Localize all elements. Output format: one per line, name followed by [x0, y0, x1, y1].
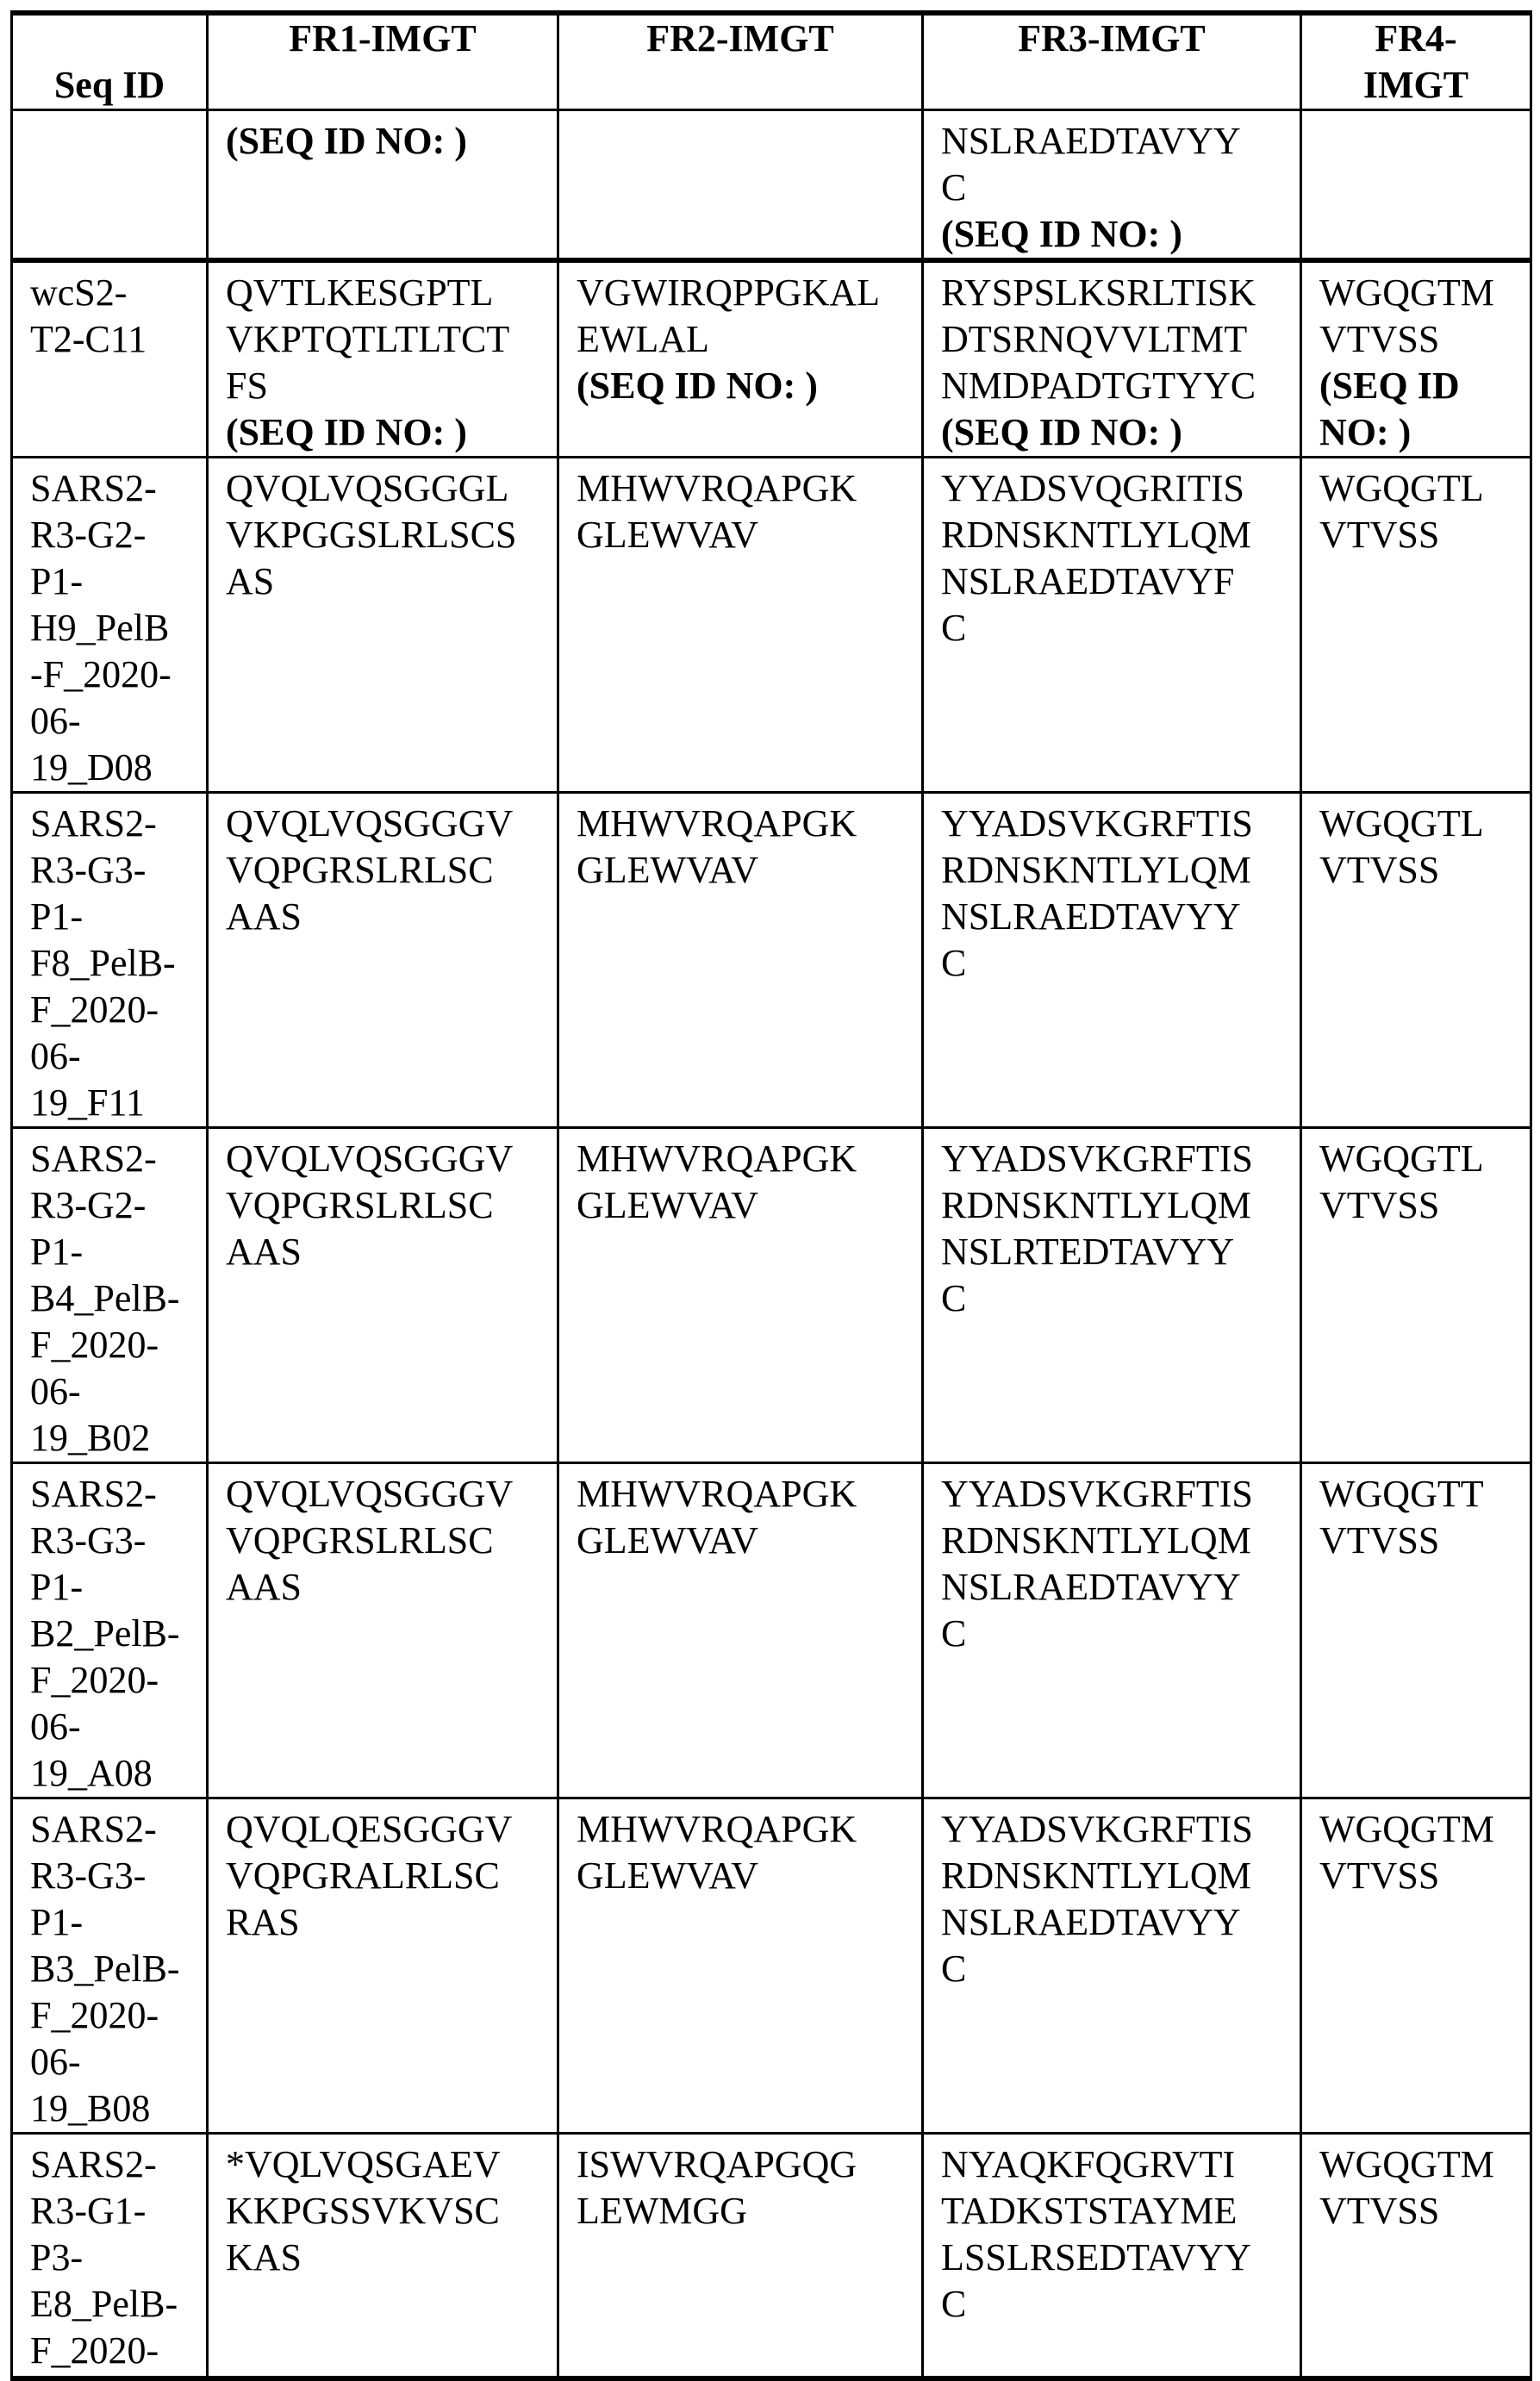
cell-line: C — [941, 605, 1300, 651]
cell-line: *VQLVQSGAEV — [226, 2141, 557, 2188]
cell-line: SARS2- — [30, 1806, 206, 1853]
cell-line: NSLRAEDTAVYY — [941, 1899, 1300, 1946]
cell-line: QVQLVQSGGGV — [226, 1136, 557, 1182]
cell-line: DTSRNQVVLTMT — [941, 316, 1300, 363]
cell-line: VTVSS — [1319, 847, 1530, 894]
cell-line: B3_PelB- — [30, 1946, 206, 1992]
cell-line: 06- — [30, 2039, 206, 2085]
cell-line: WGQGTL — [1319, 1136, 1530, 1182]
cell-fr2 — [558, 1463, 923, 1798]
cell-fr1 — [208, 1463, 558, 1798]
cell-line: WGQGTM — [1319, 2141, 1530, 2188]
cell-fr4 — [1301, 2134, 1531, 2379]
cell-line: VQPGRSLRLSC — [226, 847, 557, 894]
cell-seq-id — [12, 1463, 208, 1798]
cell-line: WGQGTL — [1319, 465, 1530, 512]
cell-line: ISWVRQAPGQG — [577, 2141, 921, 2188]
cell-line: C — [941, 1275, 1300, 1322]
cell-fr4 — [1301, 1463, 1531, 1798]
cell-line: MHWVRQAPGK — [577, 1806, 921, 1853]
cell-line: YYADSVKGRFTIS — [941, 1471, 1300, 1518]
seq-id-no-label: (SEQ ID NO: ) — [577, 363, 921, 409]
cell-line: MHWVRQAPGK — [577, 1471, 921, 1518]
cell-line: C — [941, 2281, 1300, 2328]
cell-seq-id — [12, 110, 208, 261]
cell-fr1 — [208, 2134, 558, 2379]
cell-line: 19_F11 — [30, 1080, 206, 1126]
cell-fr2 — [558, 458, 923, 793]
cell-line: MHWVRQAPGK — [577, 1136, 921, 1182]
cell-line: F_2020- — [30, 987, 206, 1033]
cell-line: RDNSKNTLYLQM — [941, 512, 1300, 558]
header-row — [12, 13, 1531, 110]
cell-line: NSLRAEDTAVYY — [941, 894, 1300, 940]
cell-line: WGQGTM — [1319, 1806, 1530, 1853]
cell-line: 19_D08 — [30, 745, 206, 791]
cell-line: R3-G1- — [30, 2188, 206, 2235]
cell-fr4 — [1301, 458, 1531, 793]
cell-line: GLEWVAV — [577, 1182, 921, 1229]
cell-fr1 — [208, 1798, 558, 2134]
header-label: FR1-IMGT — [209, 16, 557, 62]
cell-line: YYADSVKGRFTIS — [941, 1806, 1300, 1853]
header-label: FR2-IMGT — [559, 16, 921, 62]
cell-line: 06- — [30, 698, 206, 745]
table-row — [12, 2134, 1531, 2379]
cell-line: AS — [226, 558, 557, 605]
seq-id-no-label: NO: ) — [1319, 409, 1530, 456]
cell-line: GLEWVAV — [577, 1853, 921, 1899]
cell-line: VTVSS — [1319, 512, 1530, 558]
cell-line: VQPGRALRLSC — [226, 1853, 557, 1899]
cell-line: RDNSKNTLYLQM — [941, 1182, 1300, 1229]
cell-line: C — [941, 1611, 1300, 1657]
cell-line: RAS — [226, 1899, 557, 1946]
cell-line: QVTLKESGPTL — [226, 270, 557, 316]
cell-line: SARS2- — [30, 1471, 206, 1518]
table-row — [12, 1798, 1531, 2134]
cell-line: VKPGGSLRLSCS — [226, 512, 557, 558]
header-label: FR3-IMGT — [924, 16, 1300, 62]
cell-line: AAS — [226, 1229, 557, 1275]
cell-line: NSLRTEDTAVYY — [941, 1229, 1300, 1275]
cell-fr1 — [208, 1128, 558, 1463]
cell-line: -F_2020- — [30, 651, 206, 698]
cell-line: WGQGTT — [1319, 1471, 1530, 1518]
cell-line: VTVSS — [1319, 2188, 1530, 2235]
cell-fr4 — [1301, 1128, 1531, 1463]
cell-line: 19_A08 — [30, 1750, 206, 1797]
cell-line: KKPGSSVKVSC — [226, 2188, 557, 2235]
header-fr1 — [208, 13, 558, 110]
cell-line: VTVSS — [1319, 316, 1530, 363]
cell-line: RDNSKNTLYLQM — [941, 847, 1300, 894]
cell-line: B2_PelB- — [30, 1611, 206, 1657]
cell-line: E8_PelB- — [30, 2281, 206, 2328]
cell-line: AAS — [226, 894, 557, 940]
seq-id-no-label: (SEQ ID NO: ) — [941, 211, 1300, 258]
cell-line: QVQLQESGGGV — [226, 1806, 557, 1853]
cell-fr2 — [558, 110, 923, 261]
header-fr3 — [923, 13, 1301, 110]
cell-fr4 — [1301, 110, 1531, 261]
cell-seq-id — [12, 793, 208, 1128]
cell-line: RDNSKNTLYLQM — [941, 1518, 1300, 1564]
cell-line: YYADSVKGRFTIS — [941, 801, 1300, 847]
cell-line: VGWIRQPPGKAL — [577, 270, 921, 316]
seq-id-no-label: (SEQ ID NO: ) — [941, 409, 1300, 456]
cell-fr3 — [923, 1128, 1301, 1463]
table-body — [12, 110, 1531, 2379]
seq-id-no-label: (SEQ ID NO: ) — [226, 118, 557, 165]
cell-line: C — [941, 1946, 1300, 1992]
header-fr4 — [1301, 13, 1531, 110]
table-row — [12, 260, 1531, 458]
cell-line: SARS2- — [30, 465, 206, 512]
cell-line: GLEWVAV — [577, 847, 921, 894]
cell-line: MHWVRQAPGK — [577, 465, 921, 512]
seq-id-no-label: (SEQ ID NO: ) — [226, 409, 557, 456]
cell-seq-id — [12, 260, 208, 458]
cell-line: VTVSS — [1319, 1182, 1530, 1229]
cell-line: SARS2- — [30, 2141, 206, 2188]
cell-fr2 — [558, 793, 923, 1128]
cell-line: QVQLVQSGGGV — [226, 801, 557, 847]
cell-line: VTVSS — [1319, 1518, 1530, 1564]
cell-line: F_2020- — [30, 2328, 206, 2374]
cell-line: YYADSVQGRITIS — [941, 465, 1300, 512]
cell-line: C — [941, 165, 1300, 211]
table-row — [12, 1463, 1531, 1798]
sequence-table — [10, 10, 1532, 2381]
cell-fr3 — [923, 458, 1301, 793]
cell-line: VQPGRSLRLSC — [226, 1182, 557, 1229]
cell-line: QVQLVQSGGGV — [226, 1471, 557, 1518]
cell-line: P1- — [30, 558, 206, 605]
cell-fr3 — [923, 793, 1301, 1128]
cell-fr4 — [1301, 1798, 1531, 2134]
cell-fr2 — [558, 1128, 923, 1463]
cell-line: AAS — [226, 1564, 557, 1611]
cell-line: NSLRAEDTAVYY — [941, 118, 1300, 165]
cell-line: LSSLRSEDTAVYY — [941, 2235, 1300, 2281]
cell-line: P1- — [30, 1229, 206, 1275]
header-label: IMGT — [1302, 62, 1530, 109]
cell-line: TADKSTSTAYME — [941, 2188, 1300, 2235]
cell-line: NYAQKFQGRVTI — [941, 2141, 1300, 2188]
cell-line: NMDPADTGTYYC — [941, 363, 1300, 409]
cell-line: RYSPSLKSRLTISK — [941, 270, 1300, 316]
cell-line: GLEWVAV — [577, 1518, 921, 1564]
cell-line: P3- — [30, 2235, 206, 2281]
cell-line: R3-G3- — [30, 1518, 206, 1564]
table-row — [12, 110, 1531, 261]
cell-line: 06- — [30, 1368, 206, 1415]
table-row — [12, 793, 1531, 1128]
cell-fr3 — [923, 260, 1301, 458]
cell-line: RDNSKNTLYLQM — [941, 1853, 1300, 1899]
cell-line: VKPTQTLTLTCT — [226, 316, 557, 363]
cell-line: F8_PelB- — [30, 940, 206, 987]
cell-line: KAS — [226, 2235, 557, 2281]
table-row — [12, 458, 1531, 793]
cell-line: VTVSS — [1319, 1853, 1530, 1899]
cell-fr3 — [923, 2134, 1301, 2379]
cell-line: P1- — [30, 1899, 206, 1946]
cell-line: SARS2- — [30, 1136, 206, 1182]
cell-line: C — [941, 940, 1300, 987]
table-row — [12, 1128, 1531, 1463]
cell-line: FS — [226, 363, 557, 409]
cell-line: R3-G3- — [30, 847, 206, 894]
cell-fr1 — [208, 458, 558, 793]
cell-line: F_2020- — [30, 1992, 206, 2039]
cell-line: H9_PelB — [30, 605, 206, 651]
cell-fr2 — [558, 1798, 923, 2134]
header-label: Seq ID — [13, 62, 206, 109]
header-seq-id — [12, 13, 208, 110]
cell-fr1 — [208, 260, 558, 458]
cell-fr3 — [923, 1798, 1301, 2134]
cell-line: EWLAL — [577, 316, 921, 363]
cell-fr2 — [558, 260, 923, 458]
cell-seq-id — [12, 458, 208, 793]
cell-seq-id — [12, 2134, 208, 2379]
header-fr2 — [558, 13, 923, 110]
cell-line: P1- — [30, 894, 206, 940]
cell-line: 06- — [30, 1704, 206, 1750]
cell-line: NSLRAEDTAVYY — [941, 1564, 1300, 1611]
cell-line: SARS2- — [30, 801, 206, 847]
cell-fr3 — [923, 1463, 1301, 1798]
header-label: FR4- — [1302, 16, 1530, 62]
cell-line: WGQGTL — [1319, 801, 1530, 847]
cell-line: QVQLVQSGGGL — [226, 465, 557, 512]
cell-line: T2-C11 — [30, 316, 206, 363]
cell-line: F_2020- — [30, 1657, 206, 1704]
cell-line: 19_B08 — [30, 2085, 206, 2132]
cell-fr1 — [208, 793, 558, 1128]
cell-fr4 — [1301, 260, 1531, 458]
cell-line: R3-G2- — [30, 1182, 206, 1229]
seq-id-no-label: (SEQ ID — [1319, 363, 1530, 409]
cell-line: YYADSVKGRFTIS — [941, 1136, 1300, 1182]
cell-line: WGQGTM — [1319, 270, 1530, 316]
cell-line: wcS2- — [30, 270, 206, 316]
cell-line: LEWMGG — [577, 2188, 921, 2235]
cell-line: R3-G2- — [30, 512, 206, 558]
cell-line: B4_PelB- — [30, 1275, 206, 1322]
cell-line: 19_B02 — [30, 1415, 206, 1462]
cell-seq-id — [12, 1798, 208, 2134]
cell-line: R3-G3- — [30, 1853, 206, 1899]
cell-seq-id — [12, 1128, 208, 1463]
cell-line: P1- — [30, 1564, 206, 1611]
cell-fr4 — [1301, 793, 1531, 1128]
cell-line: 06- — [30, 1033, 206, 1080]
cell-line: NSLRAEDTAVYF — [941, 558, 1300, 605]
cell-fr1 — [208, 110, 558, 261]
cell-line: GLEWVAV — [577, 512, 921, 558]
cell-line: F_2020- — [30, 1322, 206, 1368]
cell-fr3 — [923, 110, 1301, 261]
cell-line: MHWVRQAPGK — [577, 801, 921, 847]
cell-line: VQPGRSLRLSC — [226, 1518, 557, 1564]
cell-fr2 — [558, 2134, 923, 2379]
